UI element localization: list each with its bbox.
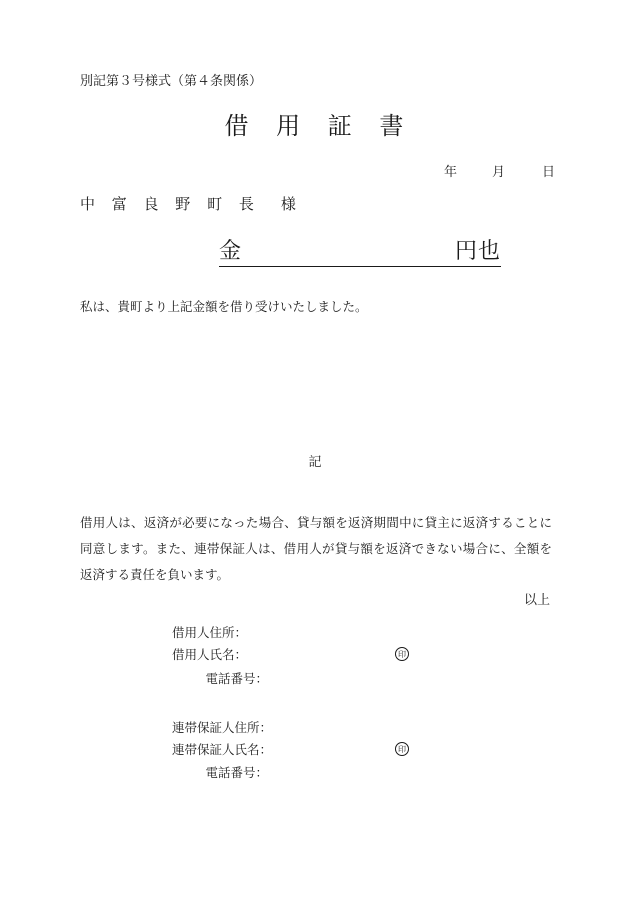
addressee: 中 富 良 野 町 長 様 bbox=[80, 195, 302, 213]
amount-prefix: 金 bbox=[219, 239, 242, 264]
borrower-name-label: 借用人氏名： bbox=[172, 647, 248, 662]
borrower-address-label: 借用人住所： bbox=[172, 625, 248, 640]
ki-heading: 記 bbox=[308, 455, 322, 470]
form-reference: 別記第３号様式（第４条関係） bbox=[80, 74, 263, 89]
document-title: 借 用 証 書 bbox=[224, 112, 414, 140]
agreement-clause: 借用人は、返済が必要になった場合、貸与額を返済期間中に貸主に返済することに同意します。また、連帯保証人は、借用人が貸与額を返済できない場合に、全額を返済する責任を負います。 bbox=[80, 515, 552, 582]
amount-suffix: 円也 bbox=[454, 239, 501, 264]
guarantor-name-label: 連帯保証人氏名： bbox=[172, 742, 273, 757]
date-line bbox=[444, 161, 555, 180]
date-month-label: 月 bbox=[492, 165, 506, 180]
date-day-label: 日 bbox=[542, 165, 556, 180]
ijo-closing: 以上 bbox=[523, 593, 550, 608]
date-year-label: 年 bbox=[444, 165, 458, 180]
borrower-phone-label: 電話番号： bbox=[205, 671, 268, 686]
amount-line bbox=[219, 234, 501, 267]
guarantor-phone-label: 電話番号： bbox=[205, 765, 268, 780]
statement: 私は、貴町より上記金額を借り受けいたしました。 bbox=[80, 299, 368, 314]
guarantor-address-label: 連帯保証人住所： bbox=[172, 720, 273, 735]
guarantor-seal-mark: 印 bbox=[395, 742, 409, 756]
borrower-seal-mark: 印 bbox=[395, 647, 409, 661]
